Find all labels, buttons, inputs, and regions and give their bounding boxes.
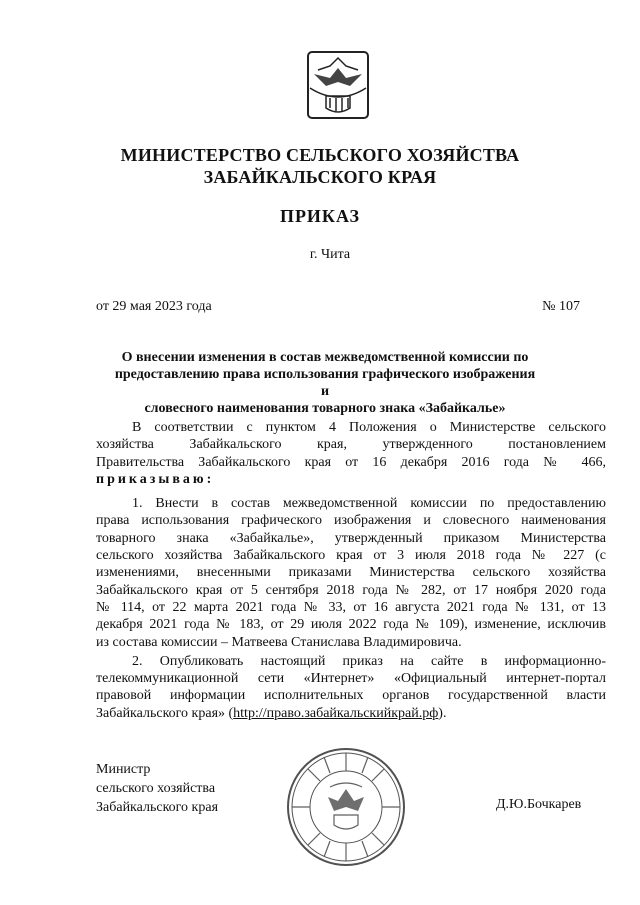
document-subject — [110, 349, 540, 417]
signer-title — [96, 760, 218, 817]
subject-line-3: словесного наименования товарного знака «Забайкалье» — [144, 401, 506, 416]
item-2-line-4 — [96, 705, 606, 722]
signer-title-line-3: Забайкальского края — [96, 800, 219, 815]
item-2-line-3: правовой информации исполнительных органов государственной власти — [96, 688, 606, 704]
item-1-line-8: декабря 2021 года № 183, от 29 июля 2022 года № 109), изменение, исключив — [96, 617, 606, 633]
legal-portal-link[interactable]: http://право.забайкальскийкрай.рф — [233, 705, 439, 721]
preamble-line-2: хозяйства Забайкальского края, утвержденного постановлением — [96, 437, 606, 453]
preamble-line-1: В соответствии с пунктом 4 Положения о Министерстве сельского — [132, 420, 606, 435]
document-type: ПРИКАЗ — [279, 206, 361, 226]
item-1-line-5: изменениями, внесенными приказами Министерства сельского хозяйства — [96, 565, 606, 581]
signer-title-line-2: сельского хозяйства — [96, 781, 216, 796]
item-1-line-2: права использования графического изображения и словесного наименования — [96, 513, 606, 529]
city: г. Чита — [309, 247, 351, 262]
item-1-line-4: сельского хозяйства Забайкальского края от 3 июля 2018 года № 227 (с — [96, 548, 606, 564]
document-number: № 107 — [542, 299, 580, 314]
preamble-line-3: Правительства Забайкальского края от 16 декабря 2016 года № 466, — [96, 454, 606, 470]
item-1-paragraph — [96, 495, 606, 651]
signer-title-line-1: Министр — [96, 762, 151, 777]
document-date: от 29 мая 2023 года — [96, 299, 212, 314]
item-2-line-4-suffix: ). — [438, 705, 447, 721]
item-2-line-4-prefix: Забайкальского края» ( — [96, 705, 234, 721]
ministry-line-2: ЗАБАЙКАЛЬСКОГО КРАЯ — [203, 167, 437, 187]
official-seal-stamp — [284, 745, 408, 869]
item-1-line-3: товарного знака «Забайкалье», утвержденный приказом Министерства — [96, 530, 606, 546]
document-body — [96, 419, 606, 724]
ministry-line-1: МИНИСТЕРСТВО СЕЛЬСКОГО ХОЗЯЙСТВА — [120, 145, 520, 165]
ministry-name — [110, 144, 530, 188]
item-1-line-7: № 114, от 22 марта 2021 года № 33, от 16 августа 2021 года № 131, от 13 — [96, 599, 606, 615]
signer-name: Д.Ю.Бочкарев — [496, 797, 582, 812]
subject-line-2: предоставлению права использования графического изображения и — [114, 367, 536, 399]
item-1-line-1: 1. Внести в состав межведомственной комиссии по предоставлению — [132, 496, 606, 512]
item-2-paragraph — [96, 653, 606, 722]
coat-of-arms-emblem — [300, 48, 376, 124]
item-2-line-2: телекоммуникационной сети «Интернет» «Официальный интернет-портал — [96, 671, 606, 687]
preamble-paragraph — [96, 419, 606, 488]
item-1-line-9: из состава комиссии – Матвеева Станислава Владимировича. — [96, 634, 462, 650]
order-word: приказываю: — [96, 471, 215, 487]
item-1-line-6: Забайкальского края от 5 сентября 2018 года № 282, от 17 ноября 2020 года — [96, 582, 606, 598]
subject-line-1: О внесении изменения в состав межведомственной комиссии по — [121, 350, 529, 365]
item-2-line-1: 2. Опубликовать настоящий приказ на сайте в информационно- — [132, 653, 606, 669]
